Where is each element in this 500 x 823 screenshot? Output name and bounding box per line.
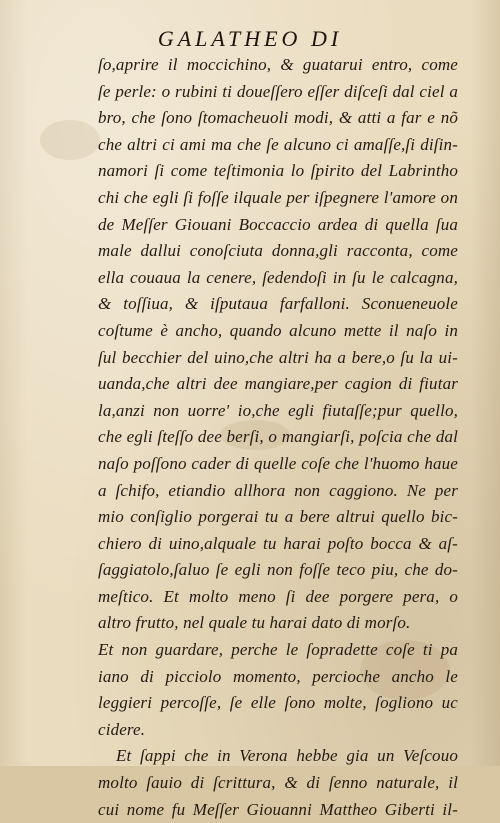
text-line: ella couaua la cenere, ſedendoſi in ſu le calcagna,: [98, 267, 458, 287]
text-line: bro, che ſono ſtomacheuoli modi, & atti a far e nõ: [98, 108, 458, 128]
text-line: ſo,aprire il moccichino, & guatarui entro, come: [98, 55, 458, 74]
text-line: ſe perle: o rubini ti doueſſero eſſer diſceſi dal ciel a: [98, 81, 458, 101]
text-line: Et non guardare, perche le ſopradette coſe ti pa: [98, 640, 458, 660]
text-line: a ſchifo, etiandio allhora non caggiono. Ne per: [98, 480, 458, 500]
text-line: mio conſiglio porgerai tu a bere altrui quello bic-: [98, 507, 458, 527]
text-line: la,anzi non uorre' io,che egli fiutaſſe;pur quello,: [98, 400, 458, 420]
text-line: chiero di uino,alquale tu harai poſto bocca & aſ-: [98, 533, 458, 553]
text-line: cidere.: [98, 719, 146, 739]
text-line: Et ſappi che in Verona hebbe gia un Veſcouo: [116, 746, 458, 766]
text-line: chi che egli ſi foſſe ilquale per iſpegnere l'amore on: [98, 187, 458, 207]
text-line: & toſſiua, & iſputaua farfalloni. Sconueneuole: [98, 294, 458, 314]
text-line: leggieri percoſſe, ſe elle ſono molte, ſogliono uc: [98, 693, 458, 713]
text-line: namori ſi come teſtimonia lo ſpirito del Labrintho: [98, 161, 458, 181]
foxing-stain: [40, 120, 100, 160]
text-line: meſtico. Et molto meno ſi dee porgere pera, o: [98, 586, 458, 606]
text-line: naſo poſſono cader di quelle coſe che l'huomo haue: [98, 453, 458, 473]
text-line: altro frutto, nel quale tu harai dato di morſo.: [98, 613, 411, 633]
text-line: ſul becchier del uino,che altri ha a bere,o ſu la ui-: [98, 347, 458, 367]
text-line: uanda,che altri dee mangiare,per cagion di fiutar: [98, 374, 458, 394]
text-line: coſtume è ancho, quando alcuno mette il naſo in: [98, 320, 458, 340]
text-line: de Meſſer Giouani Boccaccio ardea di quella ſua: [98, 214, 458, 234]
body-text: [98, 52, 458, 823]
text-line: male dallui conoſciuta donna,gli racconta, come: [98, 241, 458, 261]
text-line: cui nome fu Meſſer Giouanni Mattheo Giberti il-: [98, 799, 458, 819]
text-line: molto ſauio di ſcrittura, & di ſenno naturale, il: [98, 773, 458, 793]
text-line: ſaggiatolo,ſaluo ſe egli non foſſe teco piu, che do-: [98, 560, 458, 580]
text-line: che altri ci ami ma che ſe alcuno ci amaſſe,ſi diſin-: [98, 134, 458, 154]
text-line: iano di picciolo momento, percioche ancho le: [98, 666, 458, 686]
running-head: GALATHEO DI: [157, 26, 343, 51]
text-line: che egli ſteſſo dee berſi, o mangiarſi, poſcia che dal: [98, 427, 458, 447]
